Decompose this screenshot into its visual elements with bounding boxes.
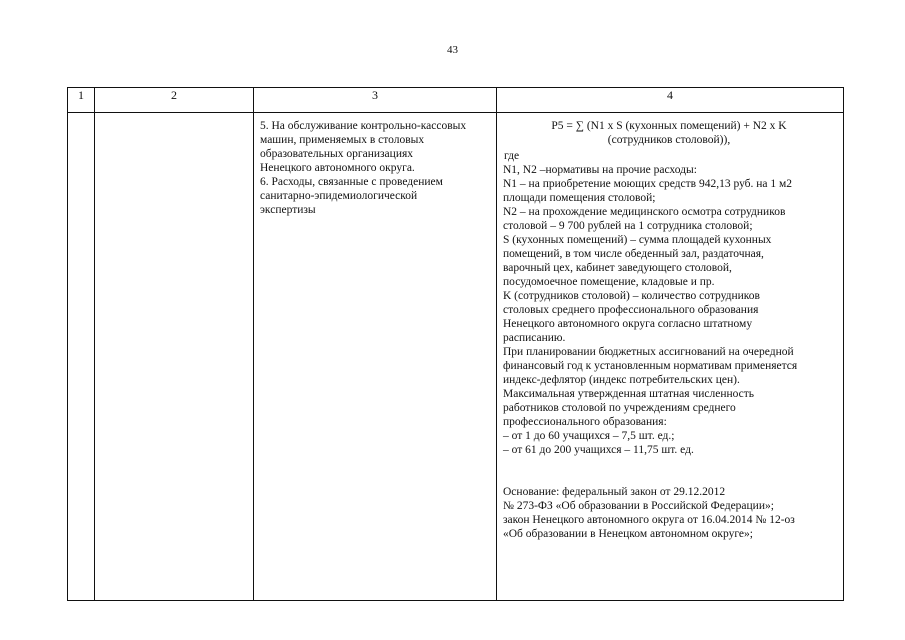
text-line: «Об образовании в Ненецком автономном округе»; <box>503 528 753 540</box>
text-line: варочный цех, кабинет заведующего столовой, <box>503 262 732 274</box>
text-line: закон Ненецкого автономного округа от 16.04.2014 № 12-оз <box>503 514 795 526</box>
text-line: образовательных организациях <box>260 148 414 160</box>
text-line: S (кухонных помещений) – сумма площадей кухонных <box>503 234 772 246</box>
cell-col2 <box>95 113 254 601</box>
text-line: посудомоечное помещение, кладовые и пр. <box>503 276 715 288</box>
text-line: Максимальная утвержденная штатная численность <box>503 388 755 400</box>
formula <box>503 119 839 147</box>
text-line: – от 61 до 200 учащихся – 11,75 шт. ед. <box>503 444 694 456</box>
text-line: K (сотрудников столовой) – количество сотрудников <box>503 290 760 302</box>
where-label: где <box>504 150 520 162</box>
formula-line: (сотрудников столовой)), <box>607 134 731 146</box>
cell-col1 <box>68 113 95 601</box>
text-line: 6. Расходы, связанные с проведением <box>260 176 443 188</box>
text-line: помещений, в том числе обеденный зал, раздаточная, <box>503 248 764 260</box>
formula-line: P5 = ∑ (N1 x S (кухонных помещений) + N2 x K <box>551 120 787 132</box>
text-line: № 273-ФЗ «Об образовании в Российской Федерации»; <box>503 500 774 512</box>
text-line: Ненецкого автономного округа. <box>260 162 415 174</box>
cell-col3 <box>254 113 497 601</box>
definitions <box>503 163 839 457</box>
text-line: машин, применяемых в столовых <box>260 134 425 146</box>
text-line: индекс-дефлятор (индекс потребительских цен). <box>503 374 740 386</box>
text-line: площади помещения столовой; <box>503 192 656 204</box>
page-number: 43 <box>447 44 458 56</box>
table-header-row <box>68 88 844 113</box>
text-line: столовой – 9 700 рублей на 1 сотрудника столовой; <box>503 220 753 232</box>
text-line: – от 1 до 60 учащихся – 7,5 шт. ед.; <box>503 430 675 442</box>
header-cell-2: 2 <box>95 88 254 113</box>
text-line: При планировании бюджетных ассигнований на очередной <box>503 346 794 358</box>
header-cell-4: 4 <box>497 88 844 113</box>
legal-basis <box>503 485 839 541</box>
regulation-table <box>67 87 844 601</box>
table-row <box>68 113 844 601</box>
text-line: N1, N2 –нормативы на прочие расходы: <box>503 164 697 176</box>
expense-items <box>254 113 496 217</box>
text-line: финансовый год к установленным нормативам применяется <box>503 360 798 372</box>
text-line: N1 – на приобретение моющих средств 942,13 руб. на 1 м2 <box>503 178 793 190</box>
text-line: экспертизы <box>260 204 316 216</box>
text-line: профессионального образования: <box>503 416 667 428</box>
header-cell-1: 1 <box>68 88 95 113</box>
cell-col4 <box>497 113 844 601</box>
text-line: столовых среднего профессионального образования <box>503 304 759 316</box>
text-line: N2 – на прохождение медицинского осмотра сотрудников <box>503 206 786 218</box>
text-line: 5. На обслуживание контрольно-кассовых <box>260 120 467 132</box>
text-line: санитарно-эпидемиологической <box>260 190 418 202</box>
text-line: Ненецкого автономного округа согласно штатному <box>503 318 753 330</box>
text-line: расписанию. <box>503 332 566 344</box>
text-line: Основание: федеральный закон от 29.12.2012 <box>503 486 726 498</box>
text-line: работников столовой по учреждениям среднего <box>503 402 736 414</box>
header-cell-3: 3 <box>254 88 497 113</box>
